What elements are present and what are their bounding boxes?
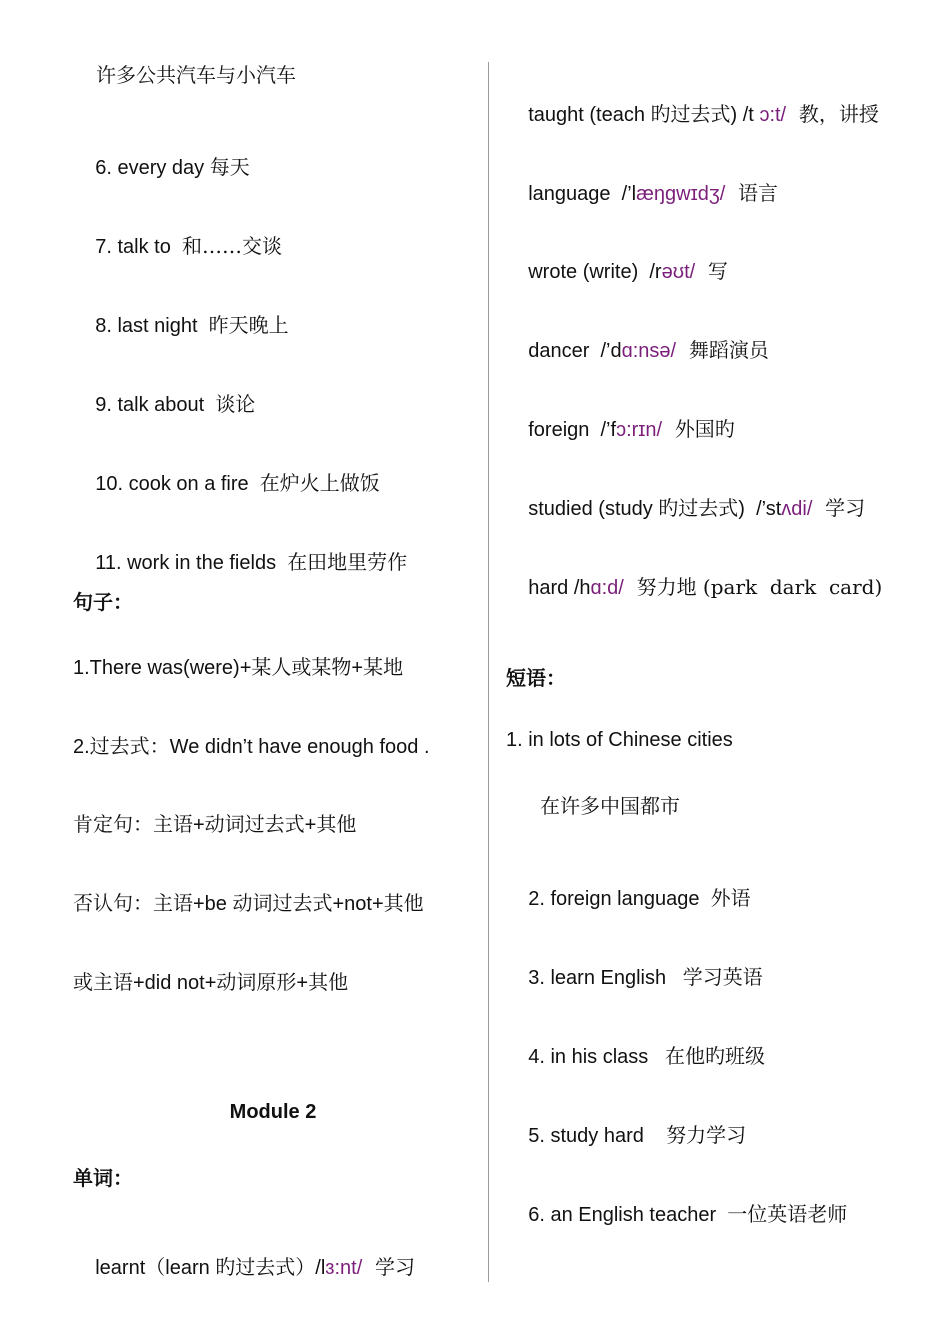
phrase-english: 6. an English teacher	[528, 1204, 728, 1226]
phrase-item	[506, 859, 751, 938]
phrase-chinese: 外语	[710, 886, 751, 910]
phrase-item: 许多公共汽车与小汽车	[96, 63, 296, 87]
phrase-chinese: 和……交谈	[181, 234, 282, 258]
phrase-chinese: 昨天晚上	[208, 313, 289, 337]
phrase-english: 10. cook on a fire	[95, 473, 260, 495]
vocab-word: learnt（learn 旳过去式）/l	[95, 1257, 326, 1279]
phrase-english: 8. last night	[95, 315, 209, 337]
phrase-chinese: 在田地里劳作	[287, 550, 408, 574]
phrase-chinese: 学习英语	[682, 965, 763, 989]
phrase-item	[73, 365, 255, 444]
phrase-chinese: 在炉火上做饭	[259, 471, 380, 495]
phrase-english: 6. every day	[95, 157, 210, 179]
phrase-english: 7. talk to	[95, 236, 182, 258]
phrase-chinese: 一位英语老师	[727, 1202, 848, 1226]
phonetic: ɔ:rɪn/	[616, 419, 663, 441]
vocab-meaning: 学习	[812, 496, 866, 520]
phonetic: ɑ:nsə/	[621, 340, 677, 362]
phrase-english: 2. foreign language	[528, 888, 711, 910]
phrase-chinese: 谈论	[215, 392, 256, 416]
sentence-pattern: 肯定句：主语+动词过去式+其他	[73, 814, 357, 836]
phonetic: ɑ:d/	[590, 577, 624, 599]
phrase-item	[506, 1017, 765, 1096]
phrase-item: 1. in lots of Chinese cities	[506, 729, 733, 751]
vocab-item	[506, 154, 778, 233]
phrase-chinese: 在他旳班级	[664, 1044, 765, 1068]
sentences-heading: 句子：	[73, 590, 133, 614]
phrase-chinese: 每天	[209, 155, 250, 179]
phrase-item	[73, 444, 380, 523]
module-title: Module 2	[229, 1101, 317, 1123]
phonetic: əʊt/	[661, 261, 696, 283]
sentence-pattern: 或主语+did not+动词原形+其他	[73, 972, 349, 994]
phrase-item	[73, 286, 289, 365]
phrase-item	[73, 128, 250, 207]
sentence-pattern: 否认句：主语+be 动词过去式+not+其他	[73, 893, 424, 915]
phrase-english: 11. work in the fields	[95, 552, 288, 574]
vocab-item	[506, 311, 769, 390]
sentence-pattern: 1.There was(were)+某人或某物+某地	[73, 657, 404, 679]
vocab-word: hard /h	[528, 577, 591, 599]
phrase-item	[73, 207, 282, 286]
vocab-item	[506, 390, 735, 469]
phrase-item	[506, 1096, 746, 1175]
vocab-item	[506, 469, 865, 548]
phrases-heading: 短语：	[506, 666, 566, 690]
vocab-word: studied (study 旳过去式) /’st	[528, 498, 782, 520]
words-heading: 单词：	[73, 1166, 133, 1190]
vocab-meaning: 写	[695, 259, 728, 283]
vocab-meaning: 学习	[362, 1255, 415, 1279]
phrase-item	[506, 938, 763, 1017]
vocab-word: taught (teach 旳过去式) /t	[528, 104, 760, 126]
vocab-word: foreign /’f	[528, 419, 617, 441]
vocab-item	[73, 1228, 415, 1307]
vocab-meaning: 外国旳	[662, 417, 735, 441]
phrase-chinese: 在许多中国都市	[540, 794, 680, 818]
vocab-meaning: 舞蹈演员	[676, 338, 769, 362]
vocab-item	[506, 232, 728, 311]
vocab-meaning: 教，讲授	[786, 102, 879, 126]
vocab-word: language /’l	[528, 183, 637, 205]
vocab-item	[506, 548, 882, 627]
phrase-item	[506, 1175, 847, 1254]
vocab-meaning: 语言	[725, 181, 778, 205]
vocab-meaning: 努力地 (park dark card)	[623, 575, 883, 599]
sentence-pattern: 2.过去式：We didn’t have enough food .	[73, 736, 430, 758]
vocab-item	[506, 75, 879, 154]
phrase-english: 5. study hard	[528, 1125, 667, 1147]
phrase-english: 9. talk about	[95, 394, 216, 416]
vocab-word: wrote (write) /r	[528, 261, 662, 283]
phonetic: ɔ:t/	[759, 104, 787, 126]
column-divider	[488, 62, 489, 1282]
phonetic: ɜ:nt/	[325, 1257, 363, 1279]
phrase-english: 3. learn English	[528, 967, 683, 989]
phonetic: æŋgwɪdʒ/	[636, 183, 726, 205]
phrase-chinese: 努力学习	[666, 1123, 747, 1147]
phrase-english: 4. in his class	[528, 1046, 665, 1068]
vocab-word: dancer /’d	[528, 340, 622, 362]
phonetic: ʌdi/	[781, 498, 813, 520]
